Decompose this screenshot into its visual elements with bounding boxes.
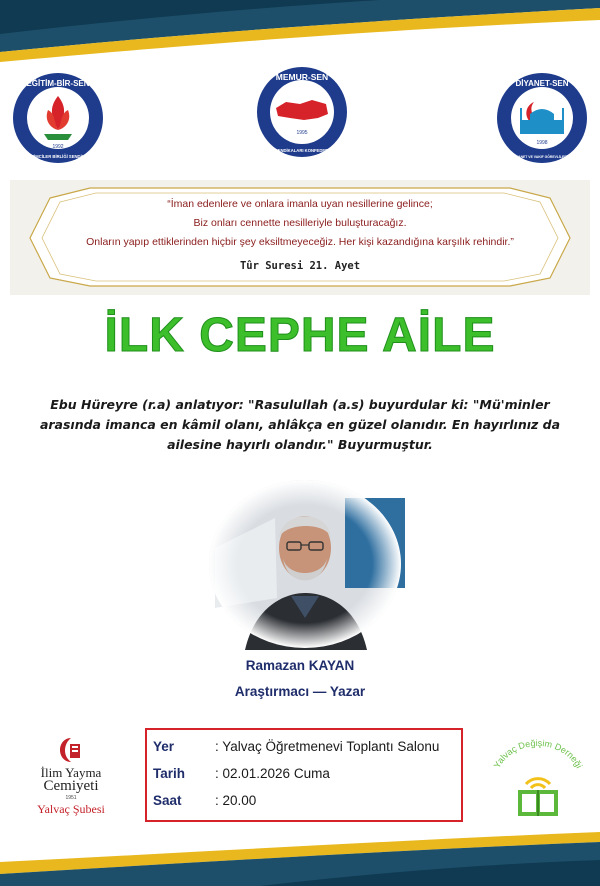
- bottom-wave-decoration: [0, 826, 600, 886]
- top-wave-decoration: [0, 0, 600, 62]
- event-label: Tarih: [153, 766, 186, 781]
- diyanet-sen-top-text: DİYANET-SEN: [515, 79, 569, 88]
- diyanet-sen-bottom-text: TÜRKİYE DİYANET VE VAKIF GÖREVLİLERİ SENDİKASI: [496, 155, 588, 159]
- egitim-bir-sen-year: 1992: [52, 144, 64, 150]
- quote-line-3: Onların yapıp ettiklerinden hiçbir şey eksiltmeyeceğiz. Her kişi kazandığına karşılık rehindir.”: [86, 236, 514, 248]
- memur-sen-bottom-text: MEMUR SENDİKALARI KONFEDERASYONU: [257, 148, 347, 153]
- quote-reference: Tûr Suresi 21. Ayet: [239, 260, 361, 272]
- speaker-title: Araştırmacı — Yazar: [234, 684, 366, 699]
- speaker-name: Ramazan KAYAN: [245, 658, 355, 673]
- yalvac-degisim-logo: [488, 738, 588, 820]
- event-label: Yer: [153, 739, 175, 754]
- ilim-yayma-emblem-icon: [56, 736, 86, 764]
- egitim-bir-sen-top-text: EĞİTİM-BİR-SEN: [26, 79, 90, 88]
- event-value: : 02.01.2026 Cuma: [215, 766, 330, 781]
- svg-text:Yalvaç Değişim Derneği: [492, 738, 585, 770]
- quote-line-1: “İman edenlere ve onlara imanla uyan nesillerine gelince;: [167, 198, 433, 210]
- ilim-yayma-line-2: Cemiyeti: [43, 778, 99, 794]
- quote-line-2: Biz onları cennette nesilleriyle buluşturacağız.: [193, 217, 407, 229]
- ilim-yayma-logo: [16, 736, 126, 826]
- ilim-yayma-line-1: İlim Yayma: [40, 765, 102, 780]
- yalvac-degisim-name: Yalvaç Değişim Derneği: [491, 738, 585, 770]
- event-label: Saat: [153, 793, 182, 808]
- event-value: : Yalvaç Öğretmenevi Toplantı Salonu: [215, 739, 440, 754]
- memur-sen-year: 1995: [296, 130, 308, 136]
- memur-sen-logo: [256, 66, 348, 158]
- signal-icon: [526, 779, 550, 788]
- speaker-photo: [205, 478, 405, 650]
- egitim-bir-sen-bottom-text: EĞİTİMCİLER BİRLİĞİ SENDİKASI: [24, 154, 92, 159]
- event-value: : 20.00: [215, 793, 257, 808]
- ilim-yayma-branch: Yalvaç Şubesi: [37, 802, 105, 816]
- book-icon: [518, 790, 558, 816]
- egitim-bir-sen-logo: [12, 72, 104, 164]
- event-info-box: [145, 728, 463, 822]
- diyanet-sen-logo: [496, 72, 588, 164]
- hadith-text: Ebu Hüreyre (r.a) anlatıyor: "Rasulullah (a.s) buyurdular ki: "Mü'minler arasında imanca en kâmil olanı, ahlâkça en güzel olanıdır. En hayırlınız da ailesine hayırlı olandır." Buyurmuştur.: [39, 397, 561, 452]
- ilim-yayma-year: 1951: [65, 795, 77, 801]
- memur-sen-top-text: MEMUR-SEN: [275, 72, 329, 82]
- diyanet-sen-year: 1998: [536, 140, 548, 146]
- page-title: İLK CEPHE AİLE: [104, 309, 496, 362]
- quote-box: [10, 180, 590, 295]
